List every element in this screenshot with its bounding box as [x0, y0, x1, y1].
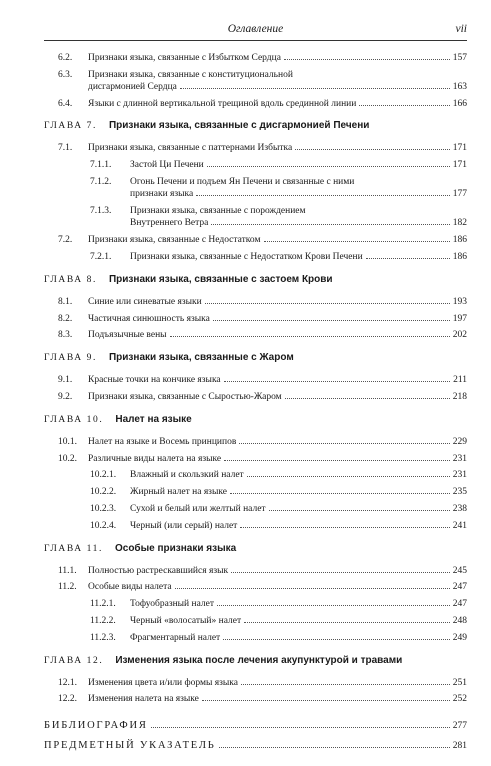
entry-page-number: 197	[452, 313, 467, 324]
toc-subentry[interactable]	[90, 205, 467, 230]
entry-title-line-with-leader	[88, 391, 467, 403]
toc-entry[interactable]	[58, 98, 467, 111]
entry-page-number: 247	[452, 599, 467, 610]
entry-page-number: 238	[452, 503, 467, 514]
entry-page-number: 193	[452, 296, 467, 307]
entry-number: 10.2.3.	[90, 503, 117, 514]
toc-entry[interactable]	[58, 374, 467, 387]
toc-entry[interactable]	[58, 677, 467, 690]
dot-leader	[219, 747, 450, 748]
chapter-title: Налет на языке	[115, 413, 192, 425]
entry-title-line-with-leader	[130, 503, 467, 515]
entry-title: Застой Ци Печени	[130, 159, 204, 170]
entry-page-number: 235	[452, 487, 467, 498]
dot-leader	[284, 59, 450, 60]
dot-leader	[230, 493, 450, 494]
toc-subentry[interactable]	[90, 486, 467, 499]
entry-title-line-with-leader	[88, 374, 467, 386]
dot-leader	[366, 258, 450, 259]
toc-entry[interactable]	[58, 453, 467, 466]
toc-subentry[interactable]	[90, 520, 467, 533]
toc-subentry[interactable]	[90, 176, 467, 201]
dot-leader	[231, 572, 450, 573]
entry-number: 9.1.	[58, 375, 73, 386]
entry-page-number: 202	[452, 330, 467, 341]
entry-number: 11.2.2.	[90, 615, 116, 626]
chapter-heading[interactable]	[44, 414, 467, 428]
entry-title: Признаки языка, связанные с Сыростью-Жаром	[88, 391, 282, 402]
entry-title: Синие или синеватые языки	[88, 296, 202, 307]
toc-entry[interactable]	[58, 329, 467, 342]
running-header	[44, 20, 467, 41]
dot-leader	[170, 336, 450, 337]
entry-title-line-with-leader	[88, 453, 467, 465]
entry-title-line	[130, 205, 467, 217]
entry-title-line-with-leader	[130, 486, 467, 498]
dot-leader	[264, 241, 450, 242]
entry-number: 8.1.	[58, 296, 73, 307]
entry-page-number: 157	[452, 53, 467, 63]
chapter-heading[interactable]	[44, 543, 467, 557]
toc-subentry[interactable]	[90, 598, 467, 611]
chapter-title: Особые признаки языка	[114, 542, 237, 554]
toc-subentry[interactable]	[90, 615, 467, 628]
dot-leader	[151, 727, 450, 728]
toc-subentry[interactable]	[90, 159, 467, 172]
entry-page-number: 231	[452, 453, 467, 464]
entry-number: 10.1.	[58, 436, 77, 447]
dot-leader	[241, 684, 450, 685]
entry-number: 10.2.1.	[90, 470, 117, 481]
entry-number: 7.1.3.	[90, 205, 112, 216]
entry-page-number: 182	[452, 218, 467, 229]
entry-title: Черный (или серый) налет	[130, 520, 238, 531]
entry-title-line-with-leader	[88, 81, 467, 93]
entry-title: Сухой и белый или желтый налет	[130, 503, 266, 514]
entry-title-line-with-leader	[88, 142, 467, 154]
entry-page-number: 251	[452, 677, 467, 688]
entry-title: Признаки языка, связанные с паттернами Избытка	[88, 142, 293, 153]
entry-number: 9.2.	[58, 391, 73, 402]
dot-leader	[240, 527, 449, 528]
toc-entry[interactable]	[58, 693, 467, 706]
entry-title: Различные виды налета на языке	[88, 453, 222, 464]
entry-title-line-with-leader	[88, 693, 467, 705]
running-title: Оглавление	[227, 23, 284, 35]
toc-subentry[interactable]	[90, 632, 467, 645]
dot-leader	[175, 588, 450, 589]
chapter-heading[interactable]	[44, 274, 467, 288]
chapter-heading[interactable]	[44, 120, 467, 134]
entry-page-number: 171	[452, 142, 467, 153]
chapter-label: ГЛАВА 9.	[44, 353, 97, 364]
entry-title-line-with-leader	[130, 469, 467, 481]
entry-number: 6.3.	[58, 69, 73, 80]
entry-page-number: 229	[452, 436, 467, 447]
entry-number: 12.2.	[58, 694, 77, 705]
entry-number: 11.2.3.	[90, 632, 116, 643]
chapter-title: Признаки языка, связанные с дисгармонией Печени	[108, 119, 370, 131]
entry-title-line-with-leader	[88, 296, 467, 308]
chapter-label: ГЛАВА 11.	[44, 543, 103, 554]
toc-entry[interactable]	[58, 52, 467, 65]
entry-title-line-with-leader	[130, 520, 467, 532]
dot-leader	[202, 700, 450, 701]
entry-title: Черный «волосатый» налет	[130, 615, 242, 626]
page-number: vii	[455, 23, 467, 35]
entry-title: дисгармонией Сердца	[88, 82, 177, 93]
back-matter-entry[interactable]	[44, 720, 467, 734]
dot-leader	[295, 149, 450, 150]
entry-title: Признаки языка, связанные с Избытком Сердца	[88, 53, 281, 63]
entry-title-line	[130, 176, 467, 188]
entry-title: Признаки языка, связанные с Недостатком	[88, 235, 261, 246]
entry-title: Фрагментарный налет	[130, 632, 221, 643]
entry-page-number: 218	[452, 391, 467, 402]
toc-entry[interactable]	[58, 436, 467, 449]
toc-entry[interactable]	[58, 142, 467, 155]
toc-entry[interactable]	[58, 69, 467, 94]
dot-leader	[239, 443, 449, 444]
entry-number: 10.2.4.	[90, 520, 117, 531]
entry-number: 11.2.1.	[90, 599, 116, 610]
dot-leader	[217, 605, 450, 606]
chapter-label: ГЛАВА 12.	[44, 655, 104, 666]
entry-title: Частичная синюшность языка	[88, 313, 210, 324]
entry-page-number: 252	[452, 694, 467, 705]
chapter-title: Признаки языка, связанные с Жаром	[108, 352, 294, 364]
dot-leader	[269, 510, 450, 511]
dot-leader	[285, 398, 450, 399]
dot-leader	[223, 639, 450, 640]
entry-title: Языки с длинной вертикальной трещиной вдоль срединной линии	[88, 99, 357, 110]
entry-page-number: 231	[452, 470, 467, 481]
dot-leader	[211, 224, 449, 225]
back-matter-page: 281	[452, 741, 467, 752]
chapter-label: ГЛАВА 8.	[44, 274, 97, 285]
entry-page-number: 166	[452, 99, 467, 110]
chapter-title: Изменения языка после лечения акупунктурой и травами	[115, 654, 403, 666]
back-matter-title: ПРЕДМЕТНЫЙ УКАЗАТЕЛЬ	[44, 740, 216, 752]
entry-number: 12.1.	[58, 677, 77, 688]
entry-page-number: 186	[452, 235, 467, 246]
entry-page-number: 171	[452, 159, 467, 170]
dot-leader	[247, 476, 450, 477]
entry-title: Подъязычные вены	[88, 330, 167, 341]
entry-title: Особые виды налета	[88, 582, 172, 593]
entry-title: Жирный налет на языке	[130, 487, 227, 498]
entry-title: Красные точки на кончике языка	[88, 375, 221, 386]
dot-leader	[207, 166, 450, 167]
dot-leader	[224, 381, 450, 382]
entry-title-line-with-leader	[88, 52, 467, 64]
entry-number: 11.2.	[58, 582, 77, 593]
dot-leader	[205, 303, 450, 304]
toc-subentry[interactable]	[90, 251, 467, 264]
entry-title: Признаки языка, связанные с конституциональной	[88, 69, 293, 80]
entry-title-line-with-leader	[130, 217, 467, 229]
entry-page-number: 247	[452, 582, 467, 593]
entry-page-number: 163	[452, 82, 467, 93]
entry-title-line-with-leader	[130, 188, 467, 200]
entry-title-line-with-leader	[130, 598, 467, 610]
entry-number: 6.4.	[58, 99, 73, 110]
entry-title-line-with-leader	[88, 98, 467, 110]
chapter-heading[interactable]	[44, 655, 467, 669]
toc-subentry[interactable]	[90, 503, 467, 516]
entry-title-line-with-leader	[130, 251, 467, 263]
chapter-heading[interactable]	[44, 352, 467, 366]
entry-title-line-with-leader	[88, 581, 467, 593]
entry-number: 6.2.	[58, 53, 73, 63]
entry-title-line-with-leader	[88, 565, 467, 577]
entry-title-line	[88, 69, 467, 81]
dot-leader	[180, 88, 450, 89]
chapter-label: ГЛАВА 10.	[44, 414, 104, 425]
toc-subentry[interactable]	[90, 469, 467, 482]
entry-title-line-with-leader	[88, 329, 467, 341]
back-matter-title: БИБЛИОГРАФИЯ	[44, 720, 148, 732]
chapter-title: Признаки языка, связанные с застоем Крови	[108, 273, 333, 285]
entry-title-line-with-leader	[130, 159, 467, 171]
entry-title-line-with-leader	[130, 632, 467, 644]
dot-leader	[224, 460, 450, 461]
entry-title: Внутреннего Ветра	[130, 218, 209, 229]
entry-title: Изменения налета на языке	[88, 694, 199, 705]
entry-title: Изменения цвета и/или формы языка	[88, 677, 238, 688]
entry-number: 7.1.2.	[90, 176, 112, 187]
entry-title: Признаки языка, связанные с порождением	[130, 205, 306, 216]
entry-title-line-with-leader	[130, 615, 467, 627]
entry-page-number: 241	[452, 520, 467, 531]
toc-entry[interactable]	[58, 391, 467, 404]
entry-number: 7.1.	[58, 142, 73, 153]
entry-title-line-with-leader	[88, 313, 467, 325]
entry-page-number: 186	[452, 251, 467, 262]
entry-page-number: 177	[452, 189, 467, 199]
back-matter-page: 277	[452, 721, 467, 732]
entry-title: Налет на языке и Восемь принципов	[88, 436, 237, 447]
entry-number: 8.3.	[58, 330, 73, 341]
entry-title-line-with-leader	[88, 234, 467, 246]
entry-number: 10.2.2.	[90, 487, 117, 498]
back-matter-entry[interactable]	[44, 740, 467, 754]
entry-page-number: 249	[452, 632, 467, 643]
dot-leader	[244, 622, 450, 623]
dot-leader	[359, 105, 449, 106]
entry-title: Влажный и скользкий налет	[130, 470, 244, 481]
chapter-label: ГЛАВА 7.	[44, 120, 97, 131]
toc-entry[interactable]	[58, 565, 467, 578]
entry-title-line-with-leader	[88, 436, 467, 448]
entry-number: 10.2.	[58, 453, 77, 464]
entry-title: Признаки языка, связанные с Недостатком Крови Печени	[130, 251, 363, 262]
entry-title: Тофуобразный налет	[130, 599, 214, 610]
toc-entry[interactable]	[58, 313, 467, 326]
entry-page-number: 248	[452, 615, 467, 626]
entry-title: Огонь Печени и подъем Ян Печени и связанные с ними	[130, 176, 355, 187]
entry-title-line-with-leader	[88, 677, 467, 689]
toc-entry[interactable]	[58, 581, 467, 594]
toc-entry[interactable]	[58, 234, 467, 247]
entry-number: 7.1.1.	[90, 159, 112, 170]
entry-page-number: 211	[453, 375, 467, 386]
entry-number: 11.1.	[58, 565, 77, 576]
entry-number: 7.2.1.	[90, 251, 112, 262]
dot-leader	[196, 195, 450, 196]
dot-leader	[213, 320, 450, 321]
entry-number: 8.2.	[58, 313, 73, 324]
entry-title: признаки языка	[130, 189, 194, 199]
entry-number: 7.2.	[58, 235, 73, 246]
entry-page-number: 245	[452, 565, 467, 576]
toc-entry[interactable]	[58, 296, 467, 309]
entry-title: Полностью растрескавшийся язык	[88, 565, 229, 576]
